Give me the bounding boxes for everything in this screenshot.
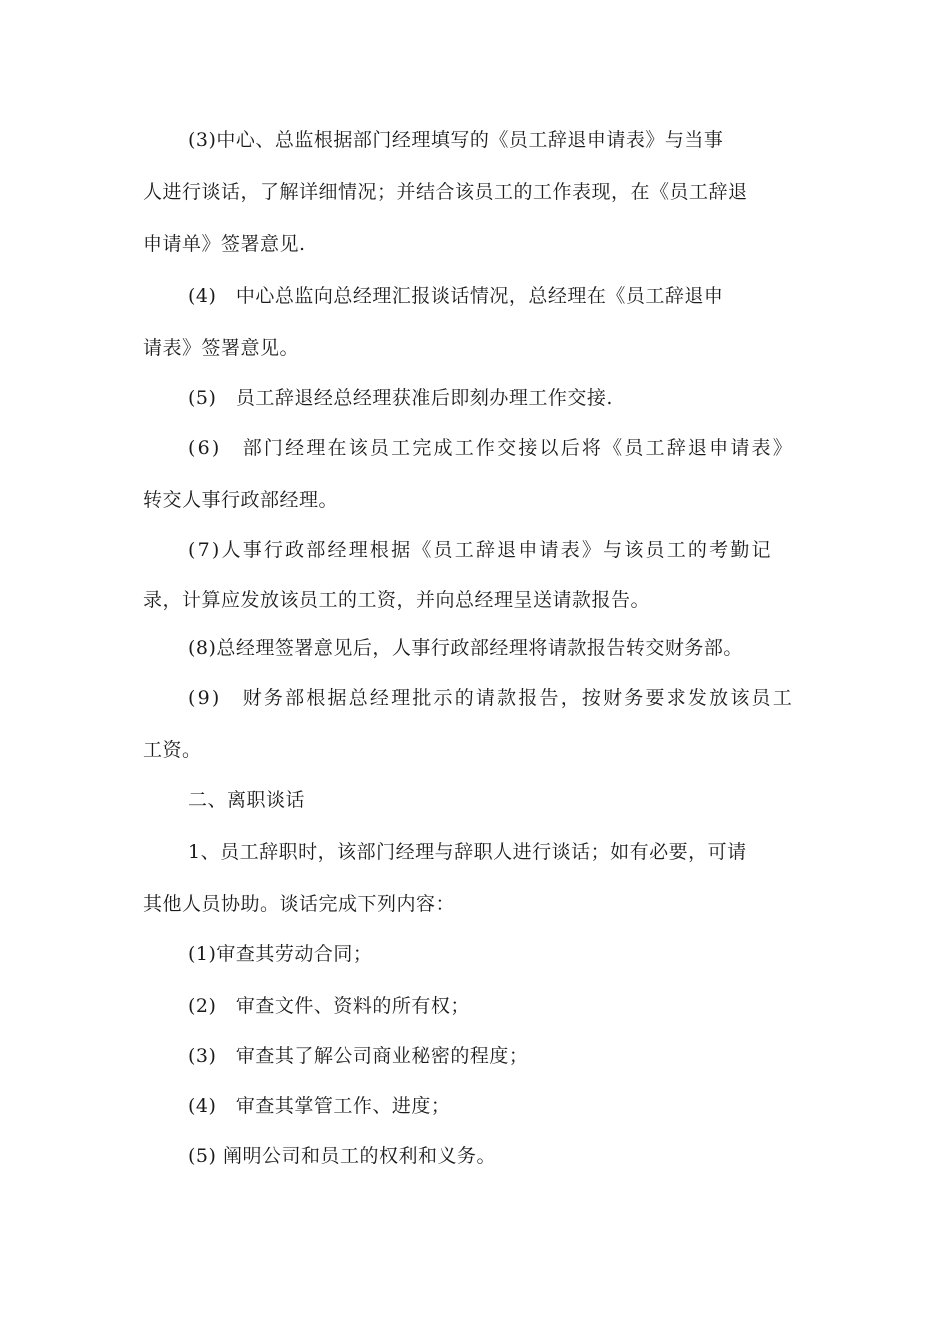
paragraph-9-line-1: (9) 财务部根据总经理批示的请款报告，按财务要求发放该员工 <box>188 687 794 709</box>
item-1-line-2: 其他人员协助。谈话完成下列内容： <box>143 893 456 915</box>
sub-item-5: (5) 阐明公司和员工的权利和义务。 <box>188 1145 496 1167</box>
paragraph-4-line-2: 请表》签署意见。 <box>143 337 300 359</box>
paragraph-7-line-1: (7)人事行政部经理根据《员工辞退申请表》与该员工的考勤记 <box>188 539 773 561</box>
paragraph-4-line-1: (4) 中心总监向总经理汇报谈话情况，总经理在《员工辞退申 <box>188 285 724 307</box>
paragraph-3-line-1: (3)中心、总监根据部门经理填写的《员工辞退申请表》与当事 <box>188 129 724 151</box>
sub-item-4: (4) 审查其掌管工作、进度； <box>188 1095 451 1117</box>
item-1-line-1: 1、员工辞职时，该部门经理与辞职人进行谈话；如有必要，可请 <box>188 841 747 863</box>
sub-item-2: (2) 审查文件、资料的所有权； <box>188 995 470 1017</box>
paragraph-3-line-2: 人进行谈话，了解详细情况；并结合该员工的工作表现，在《员工辞退 <box>143 181 748 203</box>
paragraph-3-line-3: 申请单》签署意见. <box>143 233 306 255</box>
section-heading-exit-interview: 二、离职谈话 <box>188 789 306 811</box>
paragraph-5: (5) 员工辞退经总经理获准后即刻办理工作交接. <box>188 387 613 409</box>
paragraph-9-line-2: 工资。 <box>143 739 202 761</box>
paragraph-7-line-2: 录，计算应发放该员工的工资，并向总经理呈送请款报告。 <box>143 589 651 611</box>
paragraph-6-line-2: 转交人事行政部经理。 <box>143 489 339 511</box>
sub-item-3: (3) 审查其了解公司商业秘密的程度； <box>188 1045 529 1067</box>
paragraph-8: (8)总经理签署意见后，人事行政部经理将请款报告转交财务部。 <box>188 637 743 659</box>
sub-item-1: (1)审查其劳动合同； <box>188 943 373 965</box>
paragraph-6-line-1: (6) 部门经理在该员工完成工作交接以后将《员工辞退申请表》 <box>188 437 794 459</box>
